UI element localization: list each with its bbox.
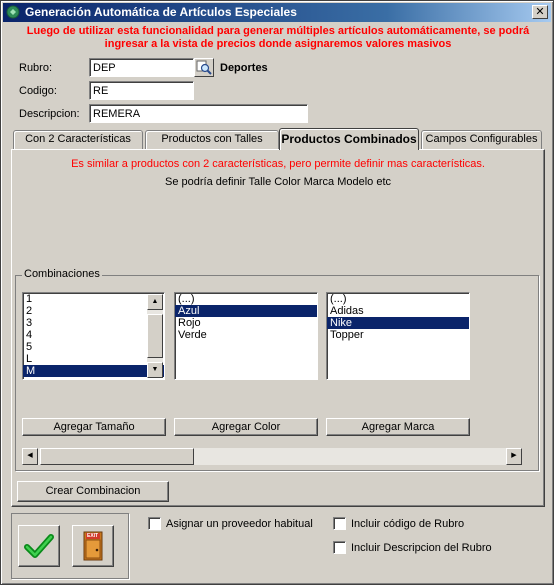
list-item[interactable]: 3 xyxy=(26,317,33,329)
checkmark-icon xyxy=(19,526,59,566)
rubro-label: Rubro: xyxy=(19,62,53,74)
add-brand-button[interactable]: Agregar Marca xyxy=(326,418,470,436)
codigo-field-box xyxy=(89,81,194,100)
descripcion-input[interactable] xyxy=(90,105,307,122)
tab-campos-configurables[interactable]: Campos Configurables xyxy=(421,130,542,149)
panel-description-black: Se podría definir Talle Color Marca Modelo etc xyxy=(164,176,392,188)
descripcion-field-box xyxy=(89,104,308,123)
combinaciones-hscrollbar[interactable] xyxy=(22,448,522,465)
add-size-button[interactable]: Agregar Tamaño xyxy=(22,418,166,436)
descripcion-label: Descripcion: xyxy=(19,108,80,120)
assign-supplier-checkbox[interactable] xyxy=(148,517,313,530)
search-icon xyxy=(195,59,213,76)
tab-productos-con-talles[interactable]: Productos con Talles xyxy=(145,130,279,149)
action-buttons-group xyxy=(11,513,129,579)
include-code-checkbox[interactable] xyxy=(333,517,464,530)
colors-listbox[interactable] xyxy=(174,292,318,380)
list-item[interactable]: 2 xyxy=(26,305,33,317)
title-bar[interactable] xyxy=(3,3,551,22)
brands-listbox[interactable] xyxy=(326,292,470,380)
list-item-selected[interactable]: Azul xyxy=(175,305,317,317)
rubro-field-box xyxy=(89,58,194,77)
list-item[interactable]: 4 xyxy=(26,329,33,341)
notice-text xyxy=(11,25,545,51)
rubro-lookup-button[interactable] xyxy=(194,58,214,77)
list-item-selected[interactable]: M xyxy=(23,365,164,377)
list-item[interactable]: (...) xyxy=(178,293,195,305)
confirm-button[interactable] xyxy=(18,525,60,567)
combinaciones-group xyxy=(15,268,539,471)
add-color-button[interactable]: Agregar Color xyxy=(174,418,318,436)
list-item-selected[interactable]: Nike xyxy=(327,317,469,329)
create-combination-button[interactable]: Crear Combinacion xyxy=(17,481,169,502)
rubro-input[interactable] xyxy=(90,59,193,76)
tab-productos-combinados[interactable]: Productos Combinados xyxy=(279,128,419,150)
notice-line-1: Luego de utilizar esta funcionalidad para generar múltiples artículos automáticamente, se podrá xyxy=(26,25,530,37)
include-description-checkbox[interactable] xyxy=(333,541,492,554)
scroll-thumb[interactable] xyxy=(40,448,194,465)
codigo-input[interactable] xyxy=(90,82,193,99)
scroll-thumb[interactable] xyxy=(147,314,163,358)
list-item[interactable]: Adidas xyxy=(330,305,364,317)
list-item[interactable]: 1 xyxy=(26,293,33,305)
list-item[interactable]: L xyxy=(26,353,33,365)
tab-strip xyxy=(11,128,545,150)
exit-button[interactable] xyxy=(72,525,114,567)
list-item[interactable]: (...) xyxy=(330,293,347,305)
scroll-right-icon[interactable]: ▶ xyxy=(506,448,522,465)
notice-line-2: ingresar a la vista de precios donde asignaremos valores masivos xyxy=(104,38,452,50)
tab-panel-productos-combinados xyxy=(11,149,545,507)
scroll-down-icon[interactable]: ▼ xyxy=(147,362,163,378)
exit-door-icon xyxy=(73,526,113,566)
rubro-description: Deportes xyxy=(220,62,268,74)
scroll-left-icon[interactable]: ◀ xyxy=(22,448,38,465)
list-item[interactable]: 5 xyxy=(26,341,33,353)
app-icon xyxy=(6,5,20,19)
assign-supplier-label: Asignar un proveedor habitual xyxy=(166,518,313,530)
sizes-listbox[interactable] xyxy=(22,292,165,380)
combinaciones-group-title: Combinaciones xyxy=(24,268,100,280)
window-title: Generación Automática de Artículos Especiales xyxy=(25,5,297,19)
scroll-up-icon[interactable]: ▲ xyxy=(147,294,163,310)
sizes-scrollbar[interactable] xyxy=(147,294,163,378)
checkbox-box[interactable] xyxy=(333,517,346,530)
exit-sign-text: EXIT xyxy=(87,533,99,539)
list-item[interactable]: Verde xyxy=(178,329,207,341)
include-description-label: Incluir Descripcion del Rubro xyxy=(351,542,492,554)
tab-con-2-caracteristicas[interactable]: Con 2 Características xyxy=(13,130,143,149)
list-item[interactable]: Rojo xyxy=(178,317,201,329)
codigo-label: Codigo: xyxy=(19,85,57,97)
close-button[interactable]: ✕ xyxy=(532,5,548,19)
list-item[interactable]: Topper xyxy=(330,329,364,341)
checkbox-box[interactable] xyxy=(148,517,161,530)
checkbox-box[interactable] xyxy=(333,541,346,554)
panel-description-red: Es similar a productos con 2 características, pero permite definir mas características. xyxy=(71,158,485,170)
include-code-label: Incluir código de Rubro xyxy=(351,518,465,530)
